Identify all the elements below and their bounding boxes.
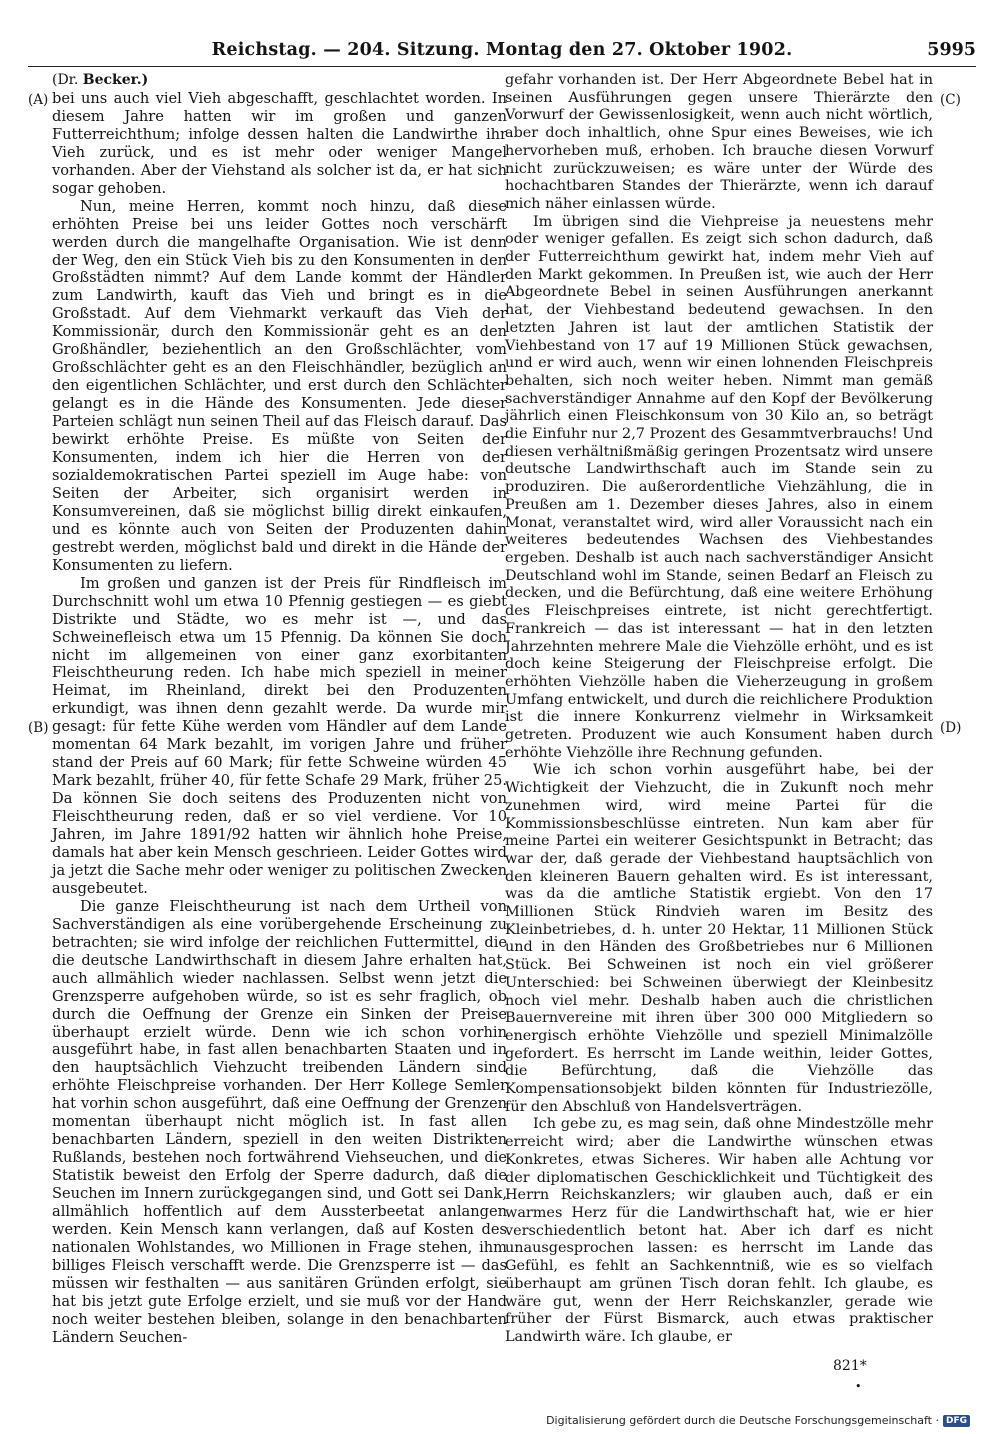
signature-dot: • — [855, 1380, 862, 1393]
paragraph: Im großen und ganzen ist der Preis für Rindfleisch im Durchschnitt wohl um etwa 10 Pfennig gestiegen — es giebt Distrikte und Städte, wo es mehr ist —, und das Schweinefleisch etwa um 15 Pfennig. Da können Sie doch nicht im allgemeinen von einer ganz exorbitanten Fleischtheurung reden. Ich habe mich speziell in meiner Heimat, im Rheinland, direkt bei den Produzenten erkundigt, was ihnen denn gezahlt werde. Da wurde mir gesagt: für fette Kühe werden vom Händler auf dem Lande momentan 64 Mark bezahlt, im vorigen Jahre und früher stand der Preis auf 60 Mark; für fette Schweine würden 45 Mark bezahlt, früher 40, für fette Schafe 29 Mark, früher 25. Da können Sie doch seitens des Produzenten nicht von Fleischtheurung reden, daß er so viel verdiene. Vor 10 Jahren, im Jahre 1891/92 hatten wir ähnlich hohe Preise, damals hat aber kein Mensch geschrieen. Leider Gottes wird ja jetzt die Sache mehr oder weniger zu politischen Zwecken ausgebeutet. — [52, 574, 507, 897]
dfg-logo-icon: DFG — [943, 1415, 970, 1427]
footer-text: Digitalisierung gefördert durch die Deutsche Forschungsgemeinschaft · — [546, 1414, 939, 1427]
page-number: 5995 — [927, 40, 976, 60]
margin-marker-d: (D) — [940, 720, 962, 736]
signature-mark: 821* — [833, 1358, 867, 1374]
margin-marker-c: (C) — [940, 92, 961, 108]
paragraph: Die ganze Fleischtheurung ist nach dem Urtheil von Sachverständigen als eine vorübergehende Erscheinung zu betrachten; sie wird infolge der reichlichen Futtermittel, die die deutsche Landwirthschaft in diesem Jahre erhalten hat, auch allmählich wieder nachlassen. Selbst wenn jetzt die Grenzsperre aufgehoben würde, so ist es sehr fraglich, ob durch die Oeffnung der Grenze ein Sinken der Preise überhaupt erzielt würde. Denn wie ich schon vorhin ausgeführt habe, in fast allen benachbarten Staaten und in den hauptsächlich Viehzucht treibenden Ländern sind erhöhte Fleischpreise vorhanden. Der Herr Kollege Semler hat vorhin schon ausgeführt, daß eine Oeffnung der Grenzen momentan überhaupt nicht möglich ist. In fast allen benachbarten Ländern, speziell in den weiten Distrikten Rußlands, bestehen noch fortwährend Viehseuchen, und die Statistik beweist den Erfolg der Sperre dadurch, daß die Seuchen im Innern zurückgegangen sind, und Gott sei Dank, allmählich hoffentlich auf dem Aussterbeetat anlangen werden. Kein Mensch kann verlangen, daß auf Kosten des nationalen Wohlstandes, wo Millionen in Frage stehen, ihm billiges Fleisch verschafft werde. Die Grenzsperre ist — das müssen wir festhalten — aus sanitären Gründen erfolgt, sie hat bis jetzt gute Erfolge erzielt, und sie muß vor der Hand noch weiter bestehen bleiben, solange in den benachbarten Ländern Seuchen- — [52, 897, 507, 1346]
margin-marker-b: (B) — [28, 720, 49, 736]
speaker-line — [52, 72, 507, 90]
left-column — [52, 72, 507, 1347]
paragraph: Wie ich schon vorhin ausgeführt habe, bei der Wichtigkeit der Viehzucht, die in Zukunft noch mehr zunehmen wird, wird meine Partei für die Kommissionsbeschlüsse eintreten. Nun kam aber für meine Partei ein weiterer Gesichtspunkt in Betracht; das war der, daß gerade der Viehbestand hauptsächlich von den kleineren Bauern gehalten wird. Es ist interessant, was da die amtliche Statistik ergiebt. Von den 17 Millionen Stück Rindvieh waren im Besitz des Kleinbetriebes, d. h. unter 20 Hektar, 11 Millionen Stück und in den Händen des Großbetriebes nur 6 Millionen Stück. Bei Schweinen ist noch ein viel größerer Unterschied: bei Schweinen überwiegt der Kleinbesitz noch viel mehr. Deshalb haben auch die christlichen Bauernvereine mit ihren über 300 000 Mitgliedern so energisch erhöhte Viehzölle und speziell Minimalzölle gefordert. Es herrscht im Lande weithin, leider Gottes, die Befürchtung, daß die Viehzölle das Kompensationsobjekt bilden könnten für Industriezölle, für den Abschluß von Handelsverträgen. — [505, 762, 933, 1115]
right-column — [505, 72, 933, 1347]
running-header — [28, 38, 976, 67]
digitization-footer — [546, 1414, 970, 1427]
paragraph: Nun, meine Herren, kommt noch hinzu, daß diese erhöhten Preise bei uns leider Gottes noch verschärft werden durch die mangelhafte Organisation. Wie ist denn der Weg, den ein Stück Vieh bis zu den Konsumenten in den Großstädten nimmt? Auf dem Lande kommt der Händler zum Landwirth, kauft das Vieh und bringt es in die Großstadt. Auf dem Viehmarkt verkauft das Vieh der Kommissionär, durch den Kommissionär geht es an den Großhändler, beziehentlich an den Großschlächter, vom Großschlächter geht es an den Fleischhändler, bezüglich an den eigentlichen Schlächter, und erst durch den Schlächter gelangt es in die Hände des Konsumenten. Jede dieser Parteien schlägt nun seinen Theil auf das Fleisch darauf. Das bewirkt erhöhte Preise. Es müßte von Seiten der Konsumenten, indem ich hier die Herren von der sozialdemokratischen Partei speziell im Auge habe: von Seiten der Arbeiter, sich organisirt werden in Konsumvereinen, daß sie möglichst billig direkt einkaufen, und es könnte auch von Seiten der Produzenten dahin gestrebt werden, möglichst bald und direkt in die Hände der Konsumenten zu liefern. — [52, 197, 507, 574]
paragraph: gefahr vorhanden ist. Der Herr Abgeordnete Bebel hat in seinen Ausführungen gegen unsere Thierärzte den Vorwurf der Gewissenlosigkeit, wenn auch nicht wörtlich, aber doch inhaltlich, ohne Spur eines Beweises, wie ich hervorheben muß, erhoben. Ich brauche diesen Vorwurf nicht zurückzuweisen; es wäre unter der Würde des hochachtbaren Standes der Thierärzte, wenn ich darauf mich näher einlassen würde. — [505, 72, 933, 212]
paragraph: bei uns auch viel Vieh abgeschafft, geschlachtet worden. In diesem Jahre hatten wir im großen und ganzen Futterreichthum; infolge dessen halten die Landwirthe ihr Vieh zurück, und es ist mehr oder weniger Mangel vorhanden. Aber der Viehstand als solcher ist da, er hat sich sogar gehoben. — [52, 89, 507, 197]
speaker-prefix: (Dr. — [52, 72, 79, 88]
header-title: Reichstag. — 204. Sitzung. Montag den 27. Oktober 1902. — [211, 40, 793, 60]
paragraph: Ich gebe zu, es mag sein, daß ohne Mindestzölle mehr erreicht wird; aber die Landwirthe wünschen etwas Konkretes, etwas Sicheres. Wir haben alle Achtung vor der diplomatischen Geschicklichkeit und Tüchtigkeit des Herrn Reichskanzlers; wir glauben auch, daß er ein warmes Herz für die Landwirthschaft hat, wie er hier verschiedentlich betont hat. Aber ich darf es nicht unausgesprochen lassen: es herrscht im Lande das Gefühl, es fehlt an Sachkenntniß, wie es so vielfach überhaupt am grünen Tisch doran fehlt. Ich glaube, es wäre gut, wenn der Herr Reichskanzler, gerade wie früher der Fürst Bismarck, auch etwas praktischer Landwirth wäre. Ich glaube, er — [505, 1116, 933, 1345]
margin-marker-a: (A) — [28, 92, 49, 108]
speaker-name: Becker.) — [82, 72, 149, 88]
paragraph: Im übrigen sind die Viehpreise ja neuestens mehr oder weniger gefallen. Es zeigt sich schon dadurch, daß der Futterreichthum gewirkt hat, indem mehr Vieh auf den Markt gekommen. In Preußen ist, wie auch der Herr Abgeordnete Bebel in seinen Ausführungen anerkannt hat, der Viehbestand bedeutend gewachsen. In den letzten Jahren ist laut der amtlichen Statistik der Viehbestand von 17 auf 19 Millionen Stück gewachsen, und er wird auch, wenn wir einen lohnenden Fleischpreis behalten, sich noch weiter heben. Nimmt man gemäß sachverständiger Annahme auf den Kopf der Bevölkerung jährlich einen Fleischkonsum von 30 Kilo an, so beträgt die Einfuhr nur 2,7 Prozent des Gesammtverbrauchs! Und diesen verhältnißmäßig geringen Prozentsatz wird unsere deutsche Landwirthschaft auch im Stande sein zu produziren. Die außerordentliche Viehzählung, die in Preußen am 1. Dezember dieses Jahres, also in einem Monat, veranstaltet wird, wird aller Voraussicht nach ein weiteres bedeutendes Wachsen des Viehbestandes ergeben. Deshalb ist auch nach sachverständiger Ansicht Deutschland wohl im Stande, seinen Bedarf an Fleisch zu decken, und die Befürchtung, daß eine weitere Erhöhung des Fleischpreises eintrete, ist nicht gerechtfertigt. Frankreich — das ist interessant — hat in den letzten Jahrzehnten mehrere Male die Viehzölle erhöht, und es ist doch keine Steigerung der Fleischpreise erfolgt. Die erhöhten Viehzölle haben die Vieherzeugung in großem Umfang entwickelt, und durch die reichlichere Produktion ist die innere Konkurrenz vielmehr in Wirksamkeit getreten. Produzent wie auch Konsument haben durch erhöhte Viehzölle ihre Rechnung gefunden. — [505, 213, 933, 761]
